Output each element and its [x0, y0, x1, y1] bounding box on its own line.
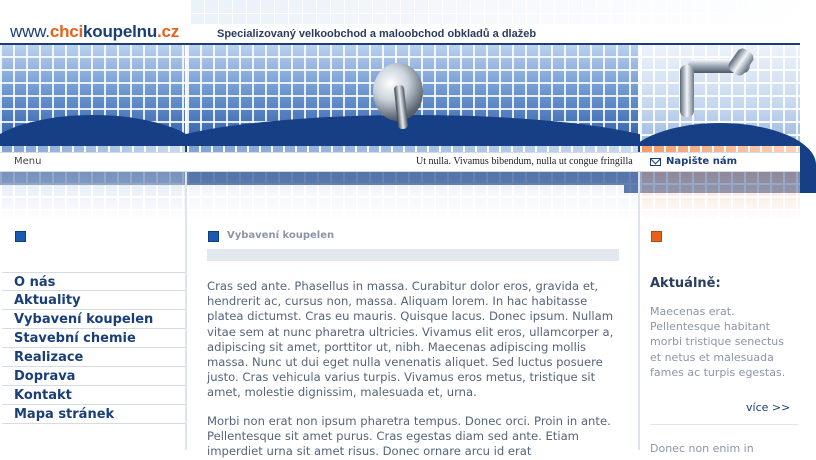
- news-item-text: Donec non enim in: [650, 442, 754, 455]
- site-logo[interactable]: [10, 22, 179, 42]
- tile-fade: [0, 172, 185, 220]
- column-divider: [185, 172, 187, 450]
- header: [0, 0, 800, 44]
- banner-center: [187, 45, 638, 145]
- bullet-square-icon: [15, 231, 26, 242]
- news-heading: Aktuálně:: [650, 276, 721, 291]
- content-paragraph: Morbi non erat non ipsum pharetra tempus. Donec orci. Proin in ante. Pellentesque sit amet purus. Cras egestas diam sed ante. Etiam imperdiet urna sit amet risus. Donec ornare arcu id erat: [207, 414, 611, 459]
- header-tile-decoration: [190, 0, 800, 24]
- site-tagline: Specializovaný velkoobchod a maloobchod obkladů a dlažeb: [217, 28, 537, 40]
- sidebar-item-aktuality[interactable]: Aktuality: [2, 291, 185, 310]
- envelope-icon: [650, 158, 661, 166]
- sidebar-item-vybaveni-koupelen[interactable]: Vybavení koupelen: [2, 310, 185, 329]
- column-divider: [638, 172, 640, 450]
- sidebar-item-o-nas[interactable]: O nás: [2, 272, 185, 291]
- contact-link[interactable]: [650, 156, 737, 167]
- bullet-square-icon: [208, 231, 219, 242]
- tile-fade: [187, 172, 638, 220]
- logo-www: www.: [10, 22, 50, 41]
- sidebar-item-kontakt[interactable]: Kontakt: [2, 386, 185, 405]
- news-divider: [650, 424, 798, 425]
- tile-fade-orange: [640, 172, 800, 220]
- sidebar-item-stavebni-chemie[interactable]: Stavební chemie: [2, 329, 185, 348]
- logo-koupelnu: koupelnu: [83, 22, 158, 41]
- contact-label: Napište nám: [666, 156, 737, 167]
- section-title: Vybavení koupelen: [227, 230, 335, 241]
- news-item-text: Maecenas erat. Pellentesque habitant morbi tristique senectus et netus et malesuada fames ac turpis egestas.: [650, 305, 786, 379]
- banner-left: [0, 45, 185, 145]
- bullet-square-icon: [651, 231, 662, 242]
- menu-label: Menu: [14, 156, 42, 167]
- sidebar-item-doprava[interactable]: Doprava: [2, 367, 185, 386]
- section-divider: [207, 249, 619, 261]
- faucet-stem-image: [680, 65, 694, 117]
- news-ticker[interactable]: Ut nulla. Vivamus bibendum, nulla ut congue fringilla: [416, 156, 633, 167]
- logo-cz: .cz: [157, 22, 180, 41]
- sidebar-item-mapa-stranek[interactable]: Mapa stránek: [2, 405, 185, 424]
- more-link[interactable]: více >>: [746, 401, 791, 414]
- banner-right: [640, 45, 800, 145]
- logo-chci: chci: [49, 22, 84, 41]
- sidebar-nav: [2, 272, 185, 424]
- content-paragraph: Cras sed ante. Phasellus in massa. Curabitur dolor eros, gravida et, hendrerit ac, cursus non, massa. Aliquam lorem. In hac habitasse platea dictumst. Cras eu mauris. Quisque lacus. Donec ipsum. Nullam vitae sem at nunc pharetra ultricies. Vivamus elit eros, ullamcorper a, adipiscing sit amet, porttitor ut, nibh. Maecenas adipiscing mollis massa. Nunc ut dui eget nulla venenatis aliquet. Sed luctus posuere justo. Cras vehicula varius turpis. Vivamus eros metus, tristique sit amet, molestie dignissim, malesuada et, urna.: [207, 279, 614, 400]
- sidebar-item-realizace[interactable]: Realizace: [2, 348, 185, 367]
